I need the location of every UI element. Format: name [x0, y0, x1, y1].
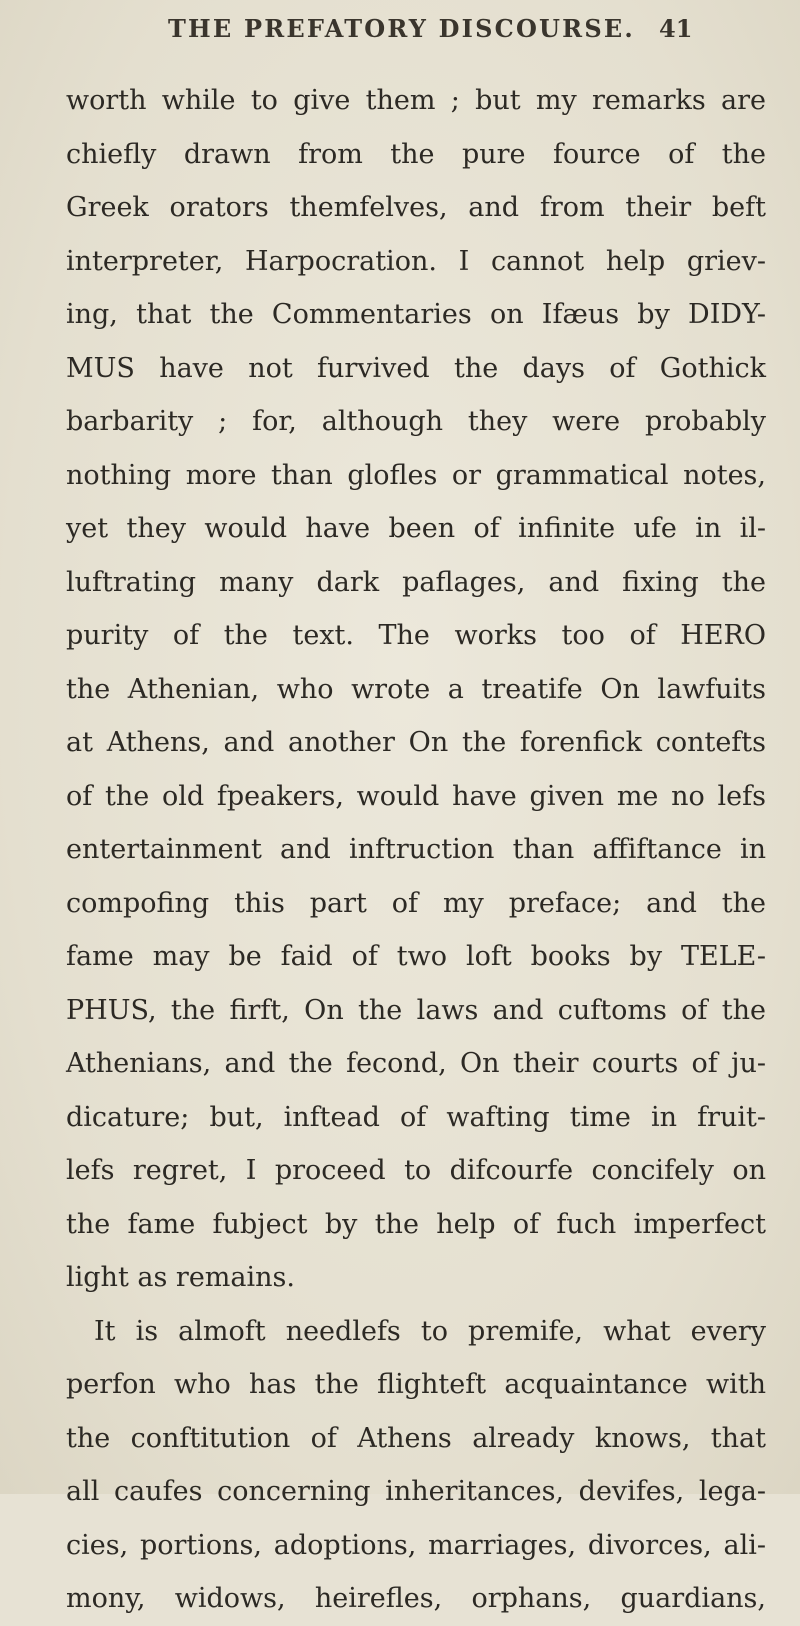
text-line: purity of the text. The works too of HERO	[66, 620, 766, 651]
paragraph-first-line: It is almoft needlefs to premife, what every	[94, 1315, 766, 1347]
body-text	[66, 74, 766, 1626]
text-line: yet they would have been of infinite ufe in il-	[66, 513, 766, 544]
text-line: all caufes concerning inheritances, devifes, lega-	[66, 1476, 766, 1507]
text-line: dicature; but, inftead of wafting time in fruit-	[66, 1101, 766, 1133]
text-line: fame may be faid of two loft books by TELE-	[66, 941, 766, 972]
text-line: compofing this part of my preface; and the	[66, 887, 766, 919]
text-line: lefs regret, I proceed to difcourfe concifely on	[66, 1155, 766, 1186]
text-line: Greek orators themfelves, and from their beft	[66, 192, 766, 223]
text-line: ing, that the Commentaries on Ifæus by DIDY-	[66, 299, 766, 330]
text-line: of the old fpeakers, would have given me no lefs	[66, 780, 766, 812]
text-line: Athenians, and the fecond, On their courts of ju-	[66, 1048, 766, 1079]
page-header	[0, 14, 800, 50]
text-line: interpreter, Harpocration. I cannot help griev-	[66, 245, 766, 277]
text-line: at Athens, and another On the forenfick contefts	[66, 727, 766, 758]
text-line: cies, portions, adoptions, marriages, divorces, ali-	[66, 1529, 766, 1561]
text-line: perfon who has the flighteft acquaintance with	[66, 1369, 766, 1400]
text-line: entertainment and inftruction than affiftance in	[66, 834, 766, 865]
text-line: luftrating many dark paflages, and fixing the	[66, 566, 766, 598]
text-line: mony, widows, heirefles, orphans, guardians,	[66, 1583, 766, 1614]
text-line: chiefly drawn from the pure fource of the	[66, 138, 766, 170]
running-head: THE PREFATORY DISCOURSE.	[168, 14, 635, 43]
text-line: PHUS, the firft, On the laws and cuftoms of the	[66, 994, 766, 1026]
text-line: nothing more than glofles or grammatical notes,	[66, 459, 766, 491]
text-line: MUS have not furvived the days of Gothick	[66, 352, 766, 384]
text-line: light as remains.	[66, 1262, 295, 1293]
text-line: the conftitution of Athens already knows, that	[66, 1422, 766, 1454]
page-number: 41	[659, 14, 693, 43]
text-line: barbarity ; for, although they were probably	[66, 406, 766, 437]
text-line: the Athenian, who wrote a treatife On lawfuits	[66, 673, 766, 705]
text-line: worth while to give them ; but my remarks are	[66, 85, 766, 116]
text-line: the fame fubject by the help of fuch imperfect	[66, 1208, 766, 1240]
